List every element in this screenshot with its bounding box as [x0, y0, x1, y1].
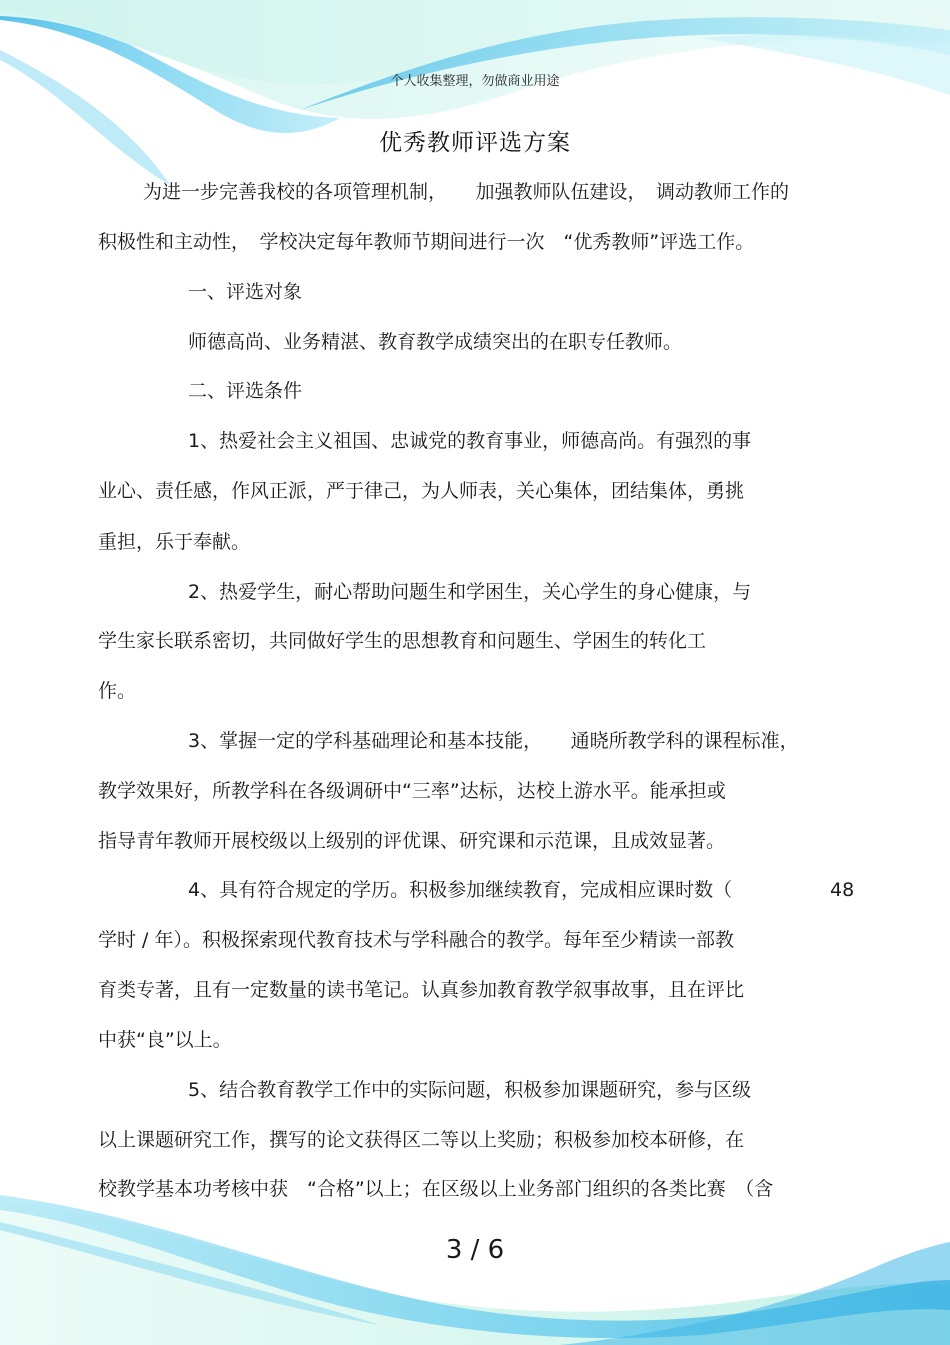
paragraph-line: 教学效果好，所教学科在各级调研中“三率”达标，达校上游水平。能承担或 [98, 780, 726, 802]
paragraph-line: 5、结合教育教学工作中的实际问题，积极参加课题研究，参与区级 [188, 1079, 752, 1101]
paragraph-line: 2、热爱学生，耐心帮助问题生和学困生，关心学生的身心健康，与 [188, 581, 752, 603]
paragraph-line: 为进一步完善我校的各项管理机制， 加强教师队伍建设， 调动教师工作的 [143, 181, 790, 203]
paragraph-line: 作。 [98, 680, 137, 702]
page-number: 3 / 6 [445, 1235, 505, 1265]
paragraph-line: 育类专著，且有一定数量的读书笔记。认真参加教育教学叙事故事，且在评比 [98, 979, 745, 1001]
paragraph-line: 校教学基本功考核中获 “合格”以上；在区级以上业务部门组织的各类比赛 （含 [98, 1178, 774, 1200]
paragraph-line: 重担，乐于奉献。 [98, 531, 251, 553]
paragraph-line: 中获“良”以上。 [98, 1029, 232, 1051]
header-note: 个人收集整理，勿做商业用途 [390, 74, 560, 89]
paragraph-line: 3、掌握一定的学科基础理论和基本技能， 通晓所教学科的课程标准， [188, 730, 799, 752]
paragraph-line: 积极性和主动性， 学校决定每年教师节期间进行一次 “优秀教师”评选工作。 [98, 231, 755, 253]
section-heading: 一、评选对象 [188, 281, 303, 303]
paragraph-line: 学生家长联系密切，共同做好学生的思想教育和问题生、学困生的转化工 [98, 630, 707, 652]
paragraph-line: 业心、责任感，作风正派，严于律己，为人师表，关心集体，团结集体，勇挑 [98, 480, 745, 502]
paragraph-line: 指导青年教师开展校级以上级别的评优课、研究课和示范课，且成效显著。 [98, 830, 726, 852]
hours-value: 48 [830, 879, 855, 901]
paragraph-line: 以上课题研究工作，撰写的论文获得区二等以上奖励；积极参加校本研修，在 [98, 1129, 745, 1151]
page-title: 优秀教师评选方案 [379, 130, 571, 156]
paragraph-line: 师德高尚、业务精湛、教育教学成绩突出的在职专任教师。 [188, 331, 683, 353]
section-heading: 二、评选条件 [188, 380, 303, 402]
paragraph-line: 学时 / 年）。积极探索现代教育技术与学科融合的教学。每年至少精读一部教 [98, 929, 734, 951]
paragraph-line: 4、具有符合规定的学历。积极参加继续教育，完成相应课时数（ [188, 879, 733, 901]
paragraph-line: 1、热爱社会主义祖国、忠诚党的教育事业，师德高尚。有强烈的事 [188, 430, 752, 452]
